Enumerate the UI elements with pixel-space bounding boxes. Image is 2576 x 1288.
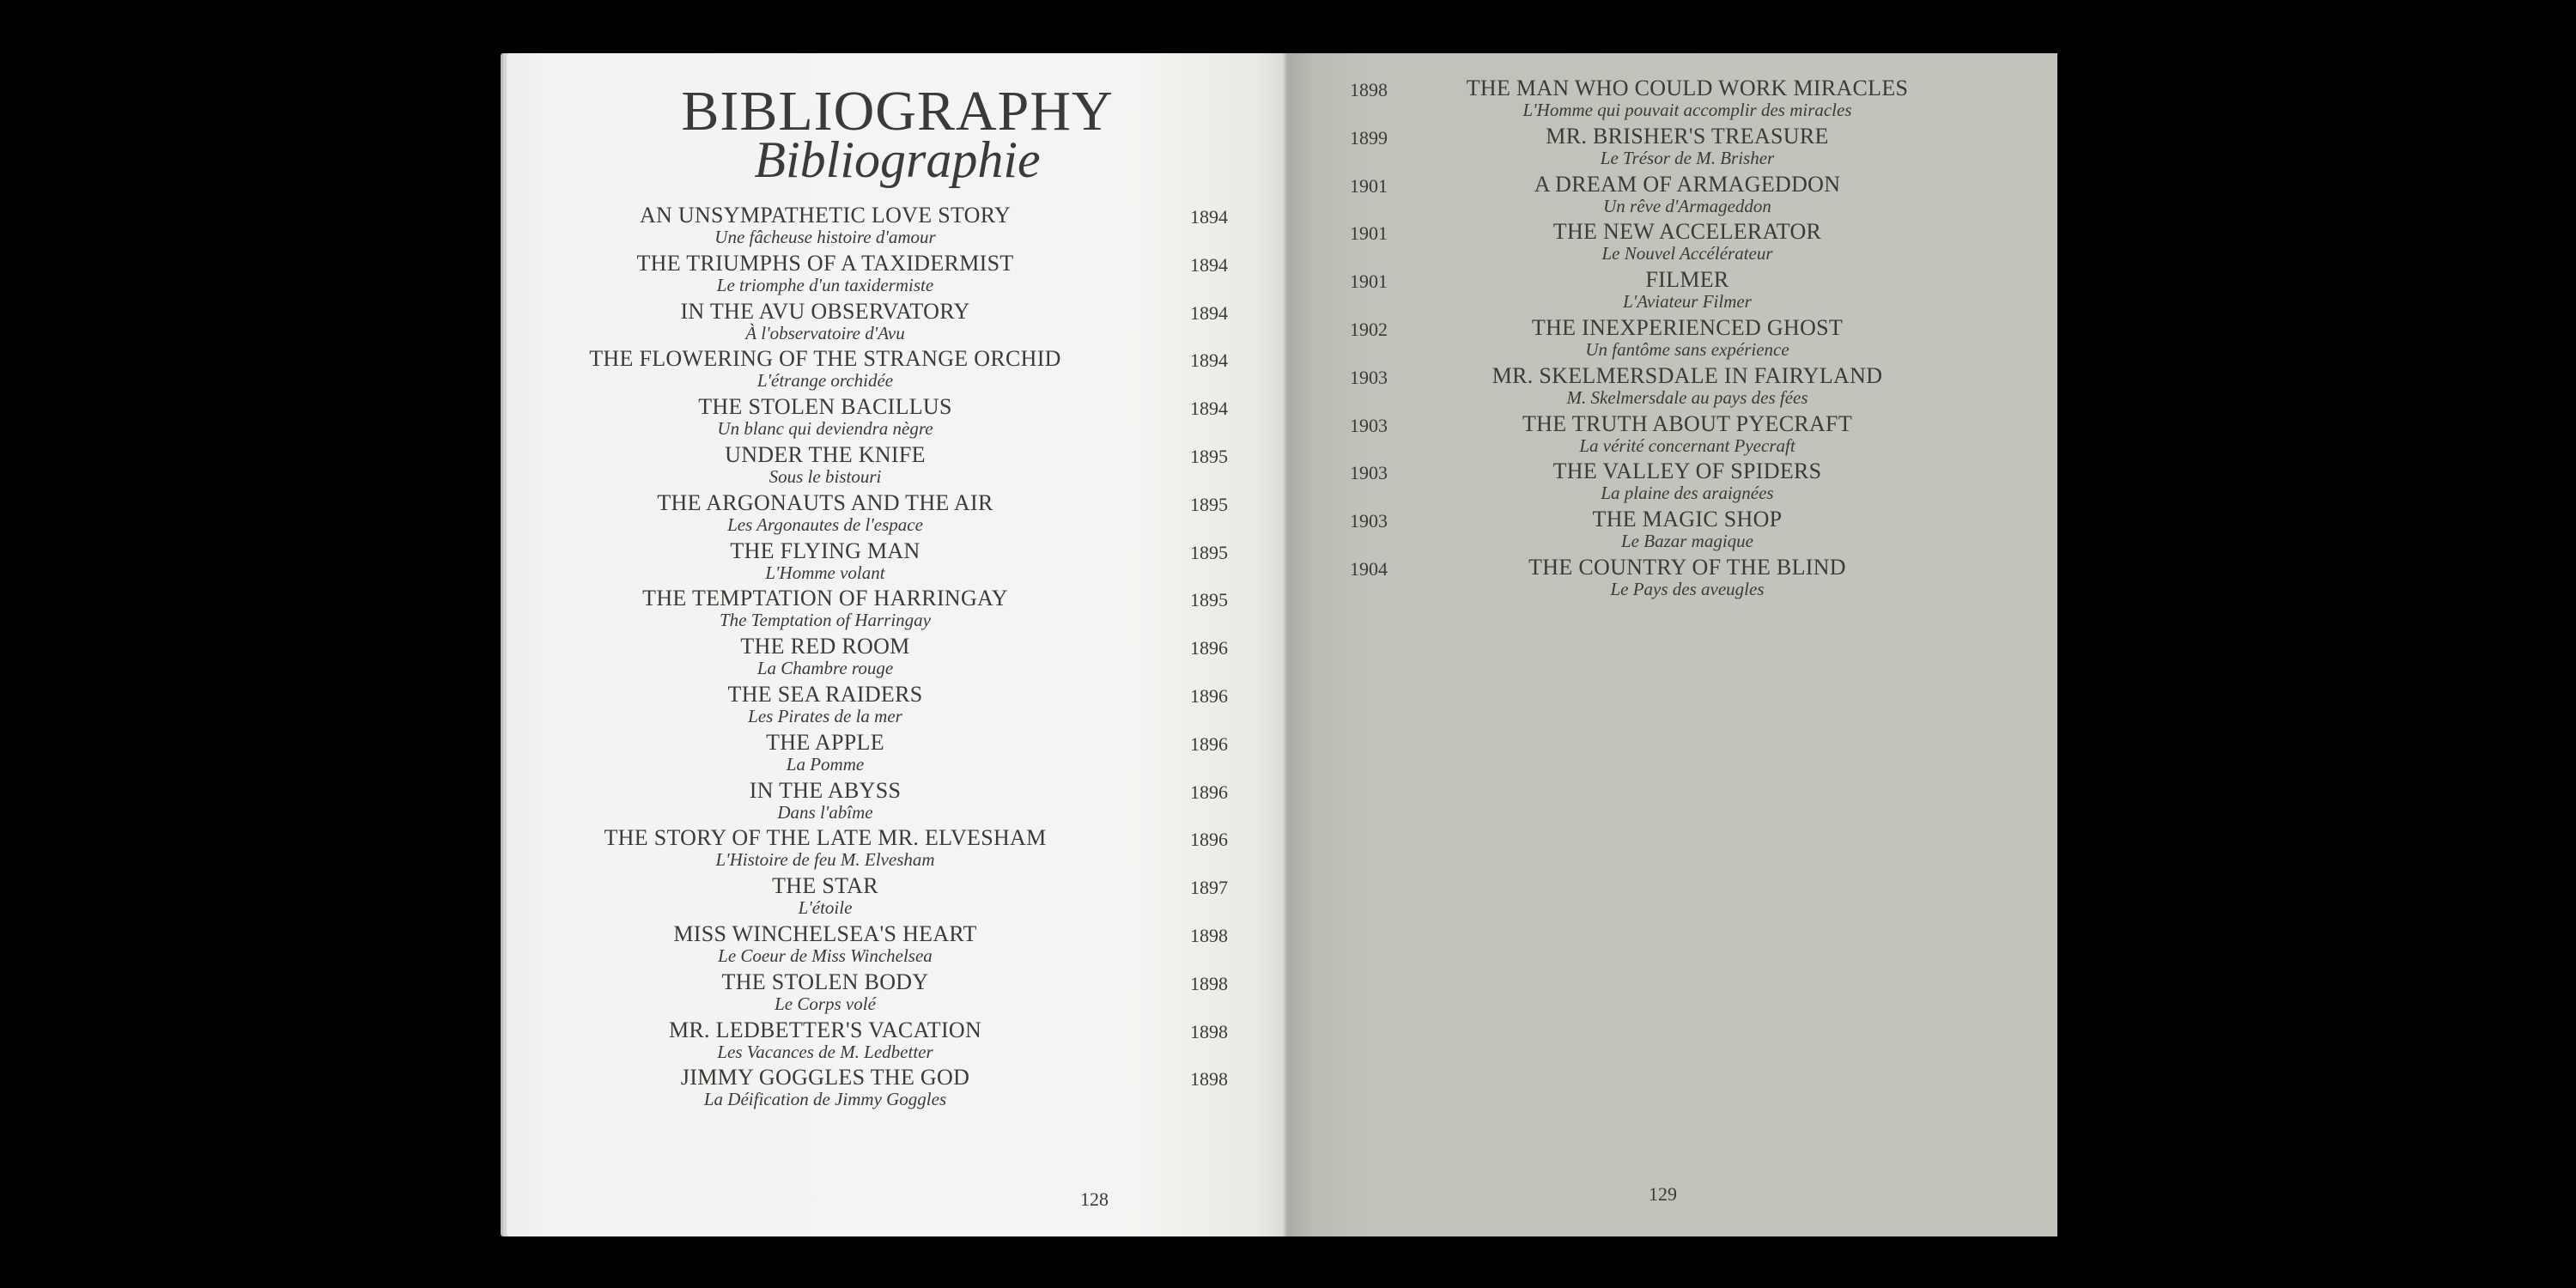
entry-year: 1894 xyxy=(1190,206,1228,228)
entry-french-title: La plaine des araignées xyxy=(1601,483,1774,504)
page-subtitle: Bibliographie xyxy=(754,131,1041,188)
entry-french-title: Le Trésor de M. Brisher xyxy=(1600,147,1775,168)
entry-title: THE APPLE xyxy=(766,729,884,755)
bibliography-entry xyxy=(555,873,1096,918)
entry-title: THE TRUTH ABOUT PYECRAFT xyxy=(1522,410,1852,436)
entry-year: 1895 xyxy=(1190,446,1228,467)
entry-french-title: L'étrange orchidée xyxy=(756,370,894,392)
bibliography-entry xyxy=(1400,459,1975,503)
entry-french-title: Le Bazar magique xyxy=(1621,531,1753,552)
entry-title: THE VALLEY OF SPIDERS xyxy=(1552,459,1822,484)
entry-title: THE FLYING MAN xyxy=(730,538,920,563)
entry-french-title: Le Nouvel Accélérateur xyxy=(1601,243,1773,264)
entry-title: IN THE AVU OBSERVATORY xyxy=(680,298,970,324)
entry-year: 1898 xyxy=(1350,79,1388,100)
bibliography-entry xyxy=(555,1018,1096,1062)
entry-french-title: Le triomphe d'un taxidermiste xyxy=(716,274,934,295)
entry-title: THE SEA RAIDERS xyxy=(727,682,923,707)
entry-french-title: Le Pays des aveugles xyxy=(1610,579,1765,599)
entry-year: 1894 xyxy=(1190,253,1228,276)
entry-title: THE NEW ACCELERATOR xyxy=(1552,219,1822,245)
entry-french-title: Une fâcheuse histoire d'amour xyxy=(714,227,936,247)
bibliography-entry xyxy=(555,490,1096,535)
entry-title: THE MAGIC SHOP xyxy=(1592,507,1783,532)
entry-title: THE TEMPTATION OF HARRINGAY xyxy=(642,586,1008,611)
entry-year: 1898 xyxy=(1190,1020,1228,1042)
bibliography-entry xyxy=(555,251,1096,295)
bibliography-entry xyxy=(1400,555,1975,599)
entry-year: 1895 xyxy=(1190,541,1228,563)
entry-year: 1898 xyxy=(1190,1068,1228,1091)
bibliography-entry xyxy=(1400,507,1975,551)
entry-year: 1894 xyxy=(1190,398,1228,420)
entry-year: 1896 xyxy=(1190,781,1228,803)
entry-french-title: La Déification de Jimmy Goggles xyxy=(703,1089,947,1110)
entry-title: FILMER xyxy=(1645,267,1729,293)
entry-year: 1903 xyxy=(1350,366,1388,388)
entry-title: IN THE ABYSS xyxy=(749,777,902,803)
entry-french-title: L'Homme qui pouvait accomplir des miracles xyxy=(1522,100,1852,120)
bibliography-entry xyxy=(555,538,1096,583)
entry-title: MISS WINCHELSEA'S HEART xyxy=(673,921,977,946)
entry-french-title: La vérité concernant Pyecraft xyxy=(1579,434,1795,456)
entry-french-title: L'étoile xyxy=(798,897,853,919)
entry-year: 1903 xyxy=(1350,510,1388,532)
entry-year: 1898 xyxy=(1190,925,1228,946)
right-page xyxy=(1288,53,2057,1236)
entry-year: 1901 xyxy=(1350,174,1388,197)
bibliography-entry xyxy=(555,730,1096,775)
entry-title: THE COUNTRY OF THE BLIND xyxy=(1528,555,1846,580)
entry-year: 1894 xyxy=(1190,349,1228,372)
entry-french-title: Sous le bistouri xyxy=(769,466,882,487)
entry-title: MR. LEDBETTER'S VACATION xyxy=(668,1017,982,1042)
entry-title: THE FLOWERING OF THE STRANGE ORCHID xyxy=(589,346,1061,372)
bibliography-entry xyxy=(555,682,1096,726)
page-number-right: 129 xyxy=(1649,1183,1677,1205)
entry-title: A DREAM OF ARMAGEDDON xyxy=(1534,171,1841,197)
entry-french-title: Un rêve d'Armageddon xyxy=(1603,195,1771,216)
entry-french-title: M. Skelmersdale au pays des fées xyxy=(1566,386,1808,408)
entry-french-title: L'Homme volant xyxy=(765,562,885,583)
bibliography-entry xyxy=(1400,363,1975,408)
bibliography-entry xyxy=(555,346,1096,391)
entry-year: 1903 xyxy=(1350,462,1388,484)
entry-french-title: Les Pirates de la mer xyxy=(748,706,902,726)
entry-french-title: Un fantôme sans expérience xyxy=(1585,339,1789,360)
bibliography-entry xyxy=(1400,267,1975,312)
entry-title: THE STAR xyxy=(772,873,878,899)
entry-title: MR. BRISHER'S TREASURE xyxy=(1546,123,1829,149)
entry-french-title: Dans l'abîme xyxy=(777,801,873,823)
bibliography-entry xyxy=(555,203,1096,247)
entry-year: 1895 xyxy=(1190,589,1228,611)
entry-french-title: Un blanc qui deviendra nègre xyxy=(717,418,933,440)
entry-year: 1902 xyxy=(1350,319,1388,340)
entry-title: UNDER THE KNIFE xyxy=(725,442,926,467)
bibliography-entry xyxy=(1400,219,1975,264)
bibliography-entry xyxy=(1400,76,1975,120)
entry-title: THE ARGONAUTS AND THE AIR xyxy=(657,489,993,515)
entry-french-title: Le Coeur de Miss Winchelsea xyxy=(718,945,933,966)
entry-french-title: The Temptation of Harringay xyxy=(720,610,931,631)
entry-year: 1896 xyxy=(1190,829,1228,851)
entry-french-title: L'Aviateur Filmer xyxy=(1623,291,1752,313)
entry-title: THE INEXPERIENCED GHOST xyxy=(1531,315,1844,340)
entry-title: THE TRIUMPHS OF A TAXIDERMIST xyxy=(636,250,1014,276)
entry-french-title: L'Histoire de feu M. Elvesham xyxy=(715,849,935,871)
bibliography-entry xyxy=(555,1065,1096,1109)
entry-year: 1895 xyxy=(1190,493,1228,515)
entry-title: THE RED ROOM xyxy=(740,634,910,659)
entry-french-title: Le Corps volé xyxy=(775,993,876,1014)
entry-year: 1901 xyxy=(1350,222,1388,245)
entry-french-title: La Pomme xyxy=(786,753,865,775)
entry-title: AN UNSYMPATHETIC LOVE STORY xyxy=(639,203,1012,228)
entry-year: 1897 xyxy=(1190,877,1228,899)
bibliography-entry xyxy=(1400,411,1975,456)
entry-year: 1904 xyxy=(1350,558,1388,580)
bibliography-entry xyxy=(1400,124,1975,168)
entry-year: 1896 xyxy=(1190,637,1228,659)
bibliography-entry xyxy=(555,634,1096,678)
entry-title: JIMMY GOGGLES THE GOD xyxy=(680,1065,970,1091)
entry-title: THE MAN WHO COULD WORK MIRACLES xyxy=(1466,76,1909,100)
bibliography-entry xyxy=(1400,172,1975,216)
bibliography-entry xyxy=(555,394,1096,439)
bibliography-entry xyxy=(555,778,1096,823)
entry-year: 1896 xyxy=(1190,732,1228,755)
page-title: BIBLIOGRAPHY xyxy=(681,80,1114,143)
bibliography-entry xyxy=(555,921,1096,966)
bibliography-entry xyxy=(555,442,1096,487)
entry-french-title: À l'observatoire d'Avu xyxy=(745,322,905,343)
entry-title: THE STOLEN BACILLUS xyxy=(698,394,952,420)
entry-french-title: Les Argonautes de l'espace xyxy=(727,513,923,535)
entry-french-title: La Chambre rouge xyxy=(756,658,894,679)
entry-title: MR. SKELMERSDALE IN FAIRYLAND xyxy=(1492,362,1883,388)
page-number-left: 128 xyxy=(1080,1188,1109,1210)
entry-french-title: Les Vacances de M. Ledbetter xyxy=(717,1041,933,1062)
entry-year: 1901 xyxy=(1350,270,1388,293)
bibliography-entry xyxy=(1400,315,1975,360)
bibliography-entry xyxy=(555,969,1096,1014)
left-page xyxy=(507,53,1288,1236)
entry-title: THE STOLEN BODY xyxy=(721,969,929,994)
entry-year: 1903 xyxy=(1350,414,1388,436)
bibliography-entry xyxy=(555,586,1096,630)
entry-year: 1898 xyxy=(1190,972,1228,994)
entry-year: 1896 xyxy=(1190,685,1228,707)
entry-year: 1899 xyxy=(1350,126,1388,149)
entry-year: 1894 xyxy=(1190,301,1228,324)
entry-title: THE STORY OF THE LATE MR. ELVESHAM xyxy=(604,825,1047,851)
bibliography-entry xyxy=(555,825,1096,870)
bibliography-entry xyxy=(555,299,1096,343)
